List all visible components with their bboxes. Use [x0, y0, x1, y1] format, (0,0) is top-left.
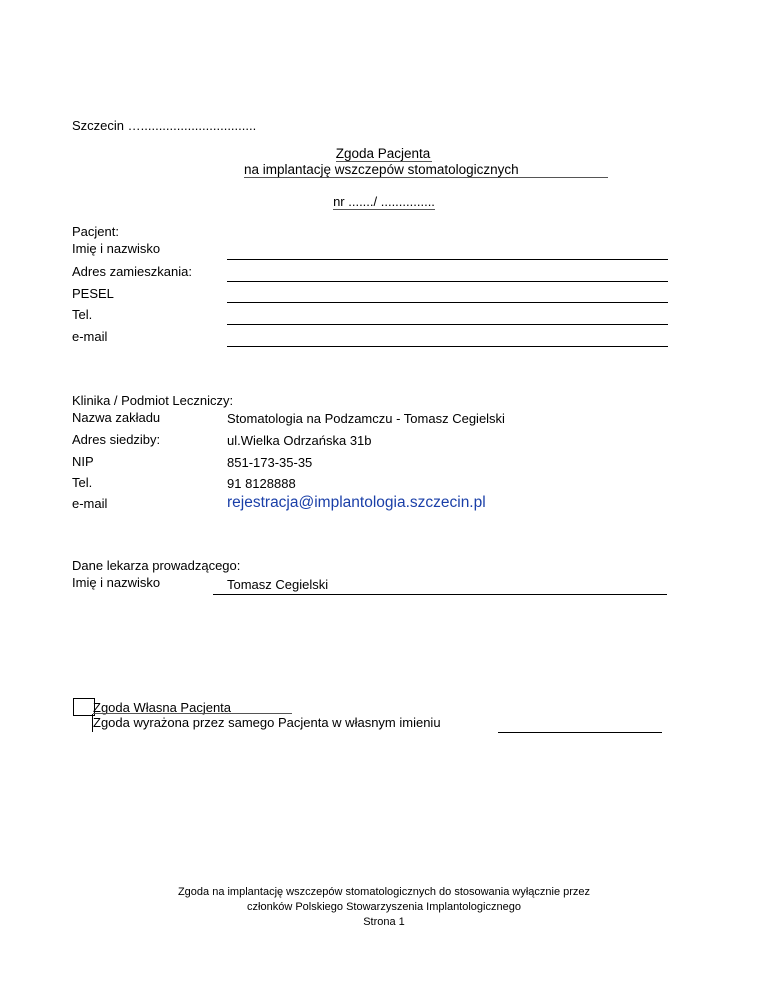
clinic-name-value: Stomatologia na Podzamczu - Tomasz Cegielski	[227, 411, 505, 426]
patient-heading: Pacjent:	[72, 224, 119, 239]
clinic-address-label: Adres siedziby:	[72, 432, 161, 447]
patient-pesel-label: PESEL	[72, 286, 114, 301]
clinic-email-link[interactable]: rejestracja@implantologia.szczecin.pl	[227, 494, 486, 511]
footer-page-number: Strona 1	[363, 916, 405, 928]
doctor-name-value: Tomasz Cegielski	[227, 577, 329, 592]
patient-email-field[interactable]	[227, 346, 668, 347]
patient-pesel-field[interactable]	[227, 302, 668, 303]
clinic-email-label: e-mail	[72, 496, 108, 511]
consent-title-underline	[93, 713, 292, 714]
patient-name-field[interactable]	[227, 259, 668, 260]
doctor-name-underline	[213, 594, 667, 595]
clinic-phone-label: Tel.	[72, 475, 93, 490]
patient-phone-label: Tel.	[72, 307, 93, 322]
consent-title-text: Zgoda Własna Pacjenta	[93, 700, 232, 715]
patient-address-field[interactable]	[227, 281, 668, 282]
doctor-name-label: Imię i nazwisko	[72, 575, 161, 590]
clinic-phone-value: 91 8128888	[227, 476, 296, 491]
patient-name-label: Imię i nazwisko	[72, 241, 161, 256]
patient-email-label: e-mail	[72, 329, 108, 344]
document-number	[0, 194, 768, 209]
footer-line-1: Zgoda na implantację wszczepów stomatologicznych do stosowania wyłącznie przez	[177, 886, 591, 898]
title-line-1: Zgoda Pacjenta	[335, 146, 431, 161]
clinic-address-value: ul.Wielka Odrzańska 31b	[227, 433, 372, 448]
title-line-2: na implantację wszczepów stomatologicznych	[244, 162, 608, 178]
patient-address-label: Adres zamieszkania:	[72, 264, 192, 279]
clinic-nip-value: 851-173-35-35	[227, 455, 313, 470]
doctor-heading: Dane lekarza prowadzącego:	[72, 558, 241, 573]
footer-line-2: członków Polskiego Stowarzyszenia Implantologicznego	[247, 901, 521, 913]
signature-line[interactable]	[498, 732, 662, 733]
patient-phone-field[interactable]	[227, 324, 668, 325]
document-number-text: nr ......./ ...............	[333, 194, 435, 209]
clinic-heading: Klinika / Podmiot Leczniczy:	[72, 393, 234, 408]
consent-description: Zgoda wyrażona przez samego Pacjenta w własnym imieniu	[93, 715, 441, 730]
document-title	[0, 146, 768, 161]
place-date-field: Szczecin …................................	[72, 118, 257, 133]
clinic-name-label: Nazwa zakładu	[72, 410, 161, 425]
clinic-nip-label: NIP	[72, 454, 94, 469]
